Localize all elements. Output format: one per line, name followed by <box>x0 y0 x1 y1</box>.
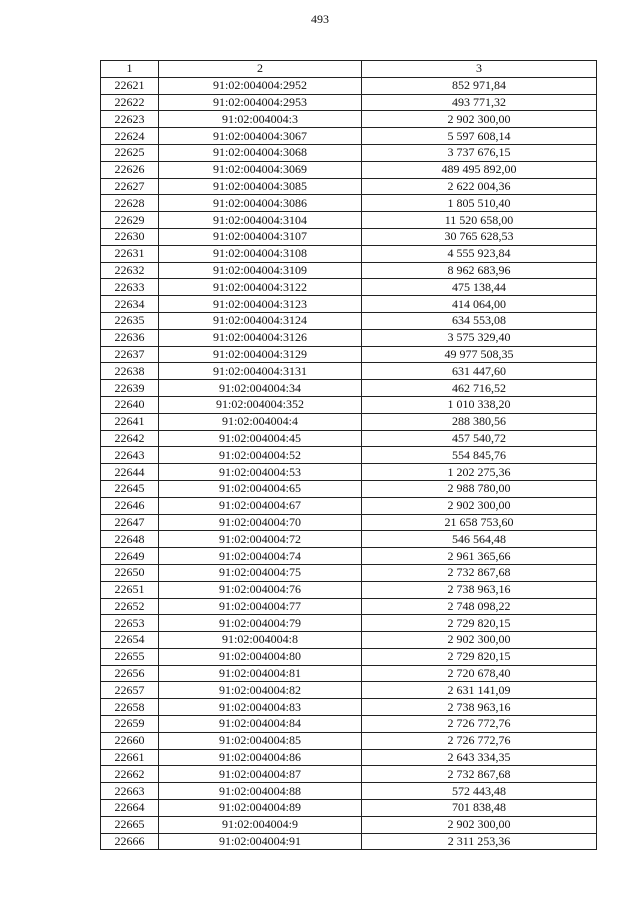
table-row <box>101 648 597 665</box>
cadastral-value-cell: 457 540,72 <box>362 430 597 447</box>
cadastral-number-cell: 91:02:004004:84 <box>159 716 362 733</box>
cadastral-value-cell: 414 064,00 <box>362 296 597 313</box>
cadastral-value-cell: 2 738 963,16 <box>362 699 597 716</box>
table-row <box>101 699 597 716</box>
row-number-cell: 22638 <box>101 363 159 380</box>
table-row <box>101 296 597 313</box>
table-row <box>101 111 597 128</box>
cadastral-number-cell: 91:02:004004:75 <box>159 564 362 581</box>
cadastral-number-cell: 91:02:004004:3086 <box>159 195 362 212</box>
table-row <box>101 514 597 531</box>
row-number-cell: 22643 <box>101 447 159 464</box>
table-row <box>101 329 597 346</box>
row-number-cell: 22649 <box>101 548 159 565</box>
table-row <box>101 245 597 262</box>
table-row <box>101 816 597 833</box>
cadastral-value-cell: 4 555 923,84 <box>362 245 597 262</box>
cadastral-value-cell: 49 977 508,35 <box>362 346 597 363</box>
table-row <box>101 262 597 279</box>
table-row <box>101 77 597 94</box>
cadastral-value-cell: 30 765 628,53 <box>362 228 597 245</box>
row-number-cell: 22630 <box>101 228 159 245</box>
cadastral-number-cell: 91:02:004004:352 <box>159 396 362 413</box>
row-number-cell: 22657 <box>101 682 159 699</box>
row-number-cell: 22635 <box>101 312 159 329</box>
cadastral-number-cell: 91:02:004004:3107 <box>159 228 362 245</box>
row-number-cell: 22623 <box>101 111 159 128</box>
row-number-cell: 22654 <box>101 632 159 649</box>
cadastral-number-cell: 91:02:004004:74 <box>159 548 362 565</box>
cadastral-value-cell: 572 443,48 <box>362 783 597 800</box>
cadastral-number-cell: 91:02:004004:3126 <box>159 329 362 346</box>
column-header-value: 3 <box>362 61 597 78</box>
row-number-cell: 22642 <box>101 430 159 447</box>
table-row <box>101 195 597 212</box>
column-header-cadastral-number: 2 <box>159 61 362 78</box>
cadastral-value-cell: 3 575 329,40 <box>362 329 597 346</box>
row-number-cell: 22659 <box>101 716 159 733</box>
table-row <box>101 480 597 497</box>
table-body <box>101 77 597 850</box>
row-number-cell: 22655 <box>101 648 159 665</box>
table-row <box>101 279 597 296</box>
cadastral-value-cell: 2 720 678,40 <box>362 665 597 682</box>
table-row <box>101 396 597 413</box>
row-number-cell: 22644 <box>101 464 159 481</box>
cadastral-number-cell: 91:02:004004:85 <box>159 732 362 749</box>
cadastral-value-table <box>100 60 597 850</box>
table-row <box>101 464 597 481</box>
cadastral-value-cell: 546 564,48 <box>362 531 597 548</box>
cadastral-number-cell: 91:02:004004:8 <box>159 632 362 649</box>
row-number-cell: 22639 <box>101 380 159 397</box>
table-row <box>101 548 597 565</box>
table-row <box>101 447 597 464</box>
cadastral-number-cell: 91:02:004004:34 <box>159 380 362 397</box>
table-row <box>101 531 597 548</box>
cadastral-number-cell: 91:02:004004:79 <box>159 615 362 632</box>
cadastral-number-cell: 91:02:004004:88 <box>159 783 362 800</box>
cadastral-number-cell: 91:02:004004:3123 <box>159 296 362 313</box>
cadastral-number-cell: 91:02:004004:3108 <box>159 245 362 262</box>
row-number-cell: 22625 <box>101 144 159 161</box>
row-number-cell: 22651 <box>101 581 159 598</box>
cadastral-value-cell: 2 902 300,00 <box>362 816 597 833</box>
table-row <box>101 632 597 649</box>
row-number-cell: 22648 <box>101 531 159 548</box>
cadastral-number-cell: 91:02:004004:3104 <box>159 212 362 229</box>
table-row <box>101 766 597 783</box>
table-row <box>101 363 597 380</box>
cadastral-number-cell: 91:02:004004:3068 <box>159 144 362 161</box>
cadastral-number-cell: 91:02:004004:83 <box>159 699 362 716</box>
row-number-cell: 22627 <box>101 178 159 195</box>
row-number-cell: 22653 <box>101 615 159 632</box>
row-number-cell: 22646 <box>101 497 159 514</box>
row-number-cell: 22633 <box>101 279 159 296</box>
table-row <box>101 312 597 329</box>
cadastral-value-cell: 5 597 608,14 <box>362 128 597 145</box>
cadastral-value-cell: 554 845,76 <box>362 447 597 464</box>
cadastral-number-cell: 91:02:004004:3067 <box>159 128 362 145</box>
table-row <box>101 665 597 682</box>
table-row <box>101 212 597 229</box>
cadastral-value-cell: 2 729 820,15 <box>362 648 597 665</box>
table-row <box>101 682 597 699</box>
row-number-cell: 22658 <box>101 699 159 716</box>
row-number-cell: 22631 <box>101 245 159 262</box>
table-row <box>101 716 597 733</box>
row-number-cell: 22641 <box>101 413 159 430</box>
row-number-cell: 22647 <box>101 514 159 531</box>
cadastral-value-cell: 2 622 004,36 <box>362 178 597 195</box>
table-row <box>101 749 597 766</box>
table-row <box>101 497 597 514</box>
row-number-cell: 22662 <box>101 766 159 783</box>
cadastral-value-cell: 2 732 867,68 <box>362 564 597 581</box>
page-number: 493 <box>311 12 329 26</box>
cadastral-number-cell: 91:02:004004:89 <box>159 800 362 817</box>
cadastral-value-cell: 701 838,48 <box>362 800 597 817</box>
cadastral-number-cell: 91:02:004004:53 <box>159 464 362 481</box>
cadastral-number-cell: 91:02:004004:76 <box>159 581 362 598</box>
row-number-cell: 22632 <box>101 262 159 279</box>
row-number-cell: 22645 <box>101 480 159 497</box>
row-number-cell: 22652 <box>101 598 159 615</box>
cadastral-number-cell: 91:02:004004:70 <box>159 514 362 531</box>
cadastral-value-cell: 2 729 820,15 <box>362 615 597 632</box>
table-row <box>101 178 597 195</box>
cadastral-value-cell: 493 771,32 <box>362 94 597 111</box>
table-row <box>101 228 597 245</box>
cadastral-number-cell: 91:02:004004:82 <box>159 682 362 699</box>
cadastral-value-cell: 8 962 683,96 <box>362 262 597 279</box>
cadastral-value-cell: 2 738 963,16 <box>362 581 597 598</box>
cadastral-value-cell: 1 805 510,40 <box>362 195 597 212</box>
table-row <box>101 430 597 447</box>
table-row <box>101 833 597 850</box>
cadastral-number-cell: 91:02:004004:91 <box>159 833 362 850</box>
cadastral-number-cell: 91:02:004004:9 <box>159 816 362 833</box>
table-row <box>101 144 597 161</box>
cadastral-number-cell: 91:02:004004:67 <box>159 497 362 514</box>
cadastral-number-cell: 91:02:004004:81 <box>159 665 362 682</box>
cadastral-value-cell: 2 643 334,35 <box>362 749 597 766</box>
row-number-cell: 22650 <box>101 564 159 581</box>
header-row <box>101 61 597 78</box>
table-row <box>101 615 597 632</box>
row-number-cell: 22636 <box>101 329 159 346</box>
cadastral-value-cell: 2 902 300,00 <box>362 111 597 128</box>
cadastral-number-cell: 91:02:004004:80 <box>159 648 362 665</box>
cadastral-value-cell: 11 520 658,00 <box>362 212 597 229</box>
cadastral-number-cell: 91:02:004004:65 <box>159 480 362 497</box>
cadastral-number-cell: 91:02:004004:4 <box>159 413 362 430</box>
cadastral-value-cell: 2 726 772,76 <box>362 732 597 749</box>
row-number-cell: 22664 <box>101 800 159 817</box>
row-number-cell: 22622 <box>101 94 159 111</box>
cadastral-value-cell: 3 737 676,15 <box>362 144 597 161</box>
row-number-cell: 22666 <box>101 833 159 850</box>
row-number-cell: 22640 <box>101 396 159 413</box>
table-row <box>101 732 597 749</box>
cadastral-value-cell: 2 902 300,00 <box>362 497 597 514</box>
row-number-cell: 22628 <box>101 195 159 212</box>
cadastral-value-cell: 631 447,60 <box>362 363 597 380</box>
cadastral-value-cell: 2 732 867,68 <box>362 766 597 783</box>
table-row <box>101 346 597 363</box>
row-number-cell: 22621 <box>101 77 159 94</box>
row-number-cell: 22656 <box>101 665 159 682</box>
cadastral-number-cell: 91:02:004004:2952 <box>159 77 362 94</box>
cadastral-value-cell: 21 658 753,60 <box>362 514 597 531</box>
row-number-cell: 22637 <box>101 346 159 363</box>
cadastral-number-cell: 91:02:004004:52 <box>159 447 362 464</box>
table-row <box>101 598 597 615</box>
table-row <box>101 783 597 800</box>
cadastral-value-cell: 2 311 253,36 <box>362 833 597 850</box>
cadastral-number-cell: 91:02:004004:77 <box>159 598 362 615</box>
table-row <box>101 94 597 111</box>
cadastral-number-cell: 91:02:004004:3109 <box>159 262 362 279</box>
cadastral-value-cell: 2 902 300,00 <box>362 632 597 649</box>
cadastral-value-cell: 475 138,44 <box>362 279 597 296</box>
cadastral-value-cell: 2 748 098,22 <box>362 598 597 615</box>
cadastral-value-cell: 2 961 365,66 <box>362 548 597 565</box>
table-row <box>101 380 597 397</box>
cadastral-value-cell: 2 631 141,09 <box>362 682 597 699</box>
cadastral-number-cell: 91:02:004004:3124 <box>159 312 362 329</box>
row-number-cell: 22665 <box>101 816 159 833</box>
cadastral-value-cell: 1 202 275,36 <box>362 464 597 481</box>
row-number-cell: 22624 <box>101 128 159 145</box>
cadastral-number-cell: 91:02:004004:86 <box>159 749 362 766</box>
cadastral-value-cell: 489 495 892,00 <box>362 161 597 178</box>
cadastral-number-cell: 91:02:004004:3129 <box>159 346 362 363</box>
table-row <box>101 581 597 598</box>
row-number-cell: 22626 <box>101 161 159 178</box>
cadastral-number-cell: 91:02:004004:3122 <box>159 279 362 296</box>
row-number-cell: 22634 <box>101 296 159 313</box>
cadastral-value-cell: 1 010 338,20 <box>362 396 597 413</box>
cadastral-number-cell: 91:02:004004:3 <box>159 111 362 128</box>
table-row <box>101 128 597 145</box>
cadastral-value-cell: 2 988 780,00 <box>362 480 597 497</box>
cadastral-number-cell: 91:02:004004:2953 <box>159 94 362 111</box>
row-number-cell: 22663 <box>101 783 159 800</box>
cadastral-value-cell: 288 380,56 <box>362 413 597 430</box>
cadastral-value-cell: 634 553,08 <box>362 312 597 329</box>
cadastral-number-cell: 91:02:004004:45 <box>159 430 362 447</box>
cadastral-value-cell: 2 726 772,76 <box>362 716 597 733</box>
cadastral-number-cell: 91:02:004004:3069 <box>159 161 362 178</box>
row-number-cell: 22660 <box>101 732 159 749</box>
cadastral-number-cell: 91:02:004004:87 <box>159 766 362 783</box>
cadastral-value-cell: 852 971,84 <box>362 77 597 94</box>
cadastral-number-cell: 91:02:004004:72 <box>159 531 362 548</box>
column-header-number: 1 <box>101 61 159 78</box>
table-row <box>101 161 597 178</box>
cadastral-number-cell: 91:02:004004:3085 <box>159 178 362 195</box>
cadastral-number-cell: 91:02:004004:3131 <box>159 363 362 380</box>
cadastral-value-cell: 462 716,52 <box>362 380 597 397</box>
table-header <box>101 61 597 78</box>
row-number-cell: 22629 <box>101 212 159 229</box>
row-number-cell: 22661 <box>101 749 159 766</box>
table-row <box>101 564 597 581</box>
table-row <box>101 800 597 817</box>
table-row <box>101 413 597 430</box>
